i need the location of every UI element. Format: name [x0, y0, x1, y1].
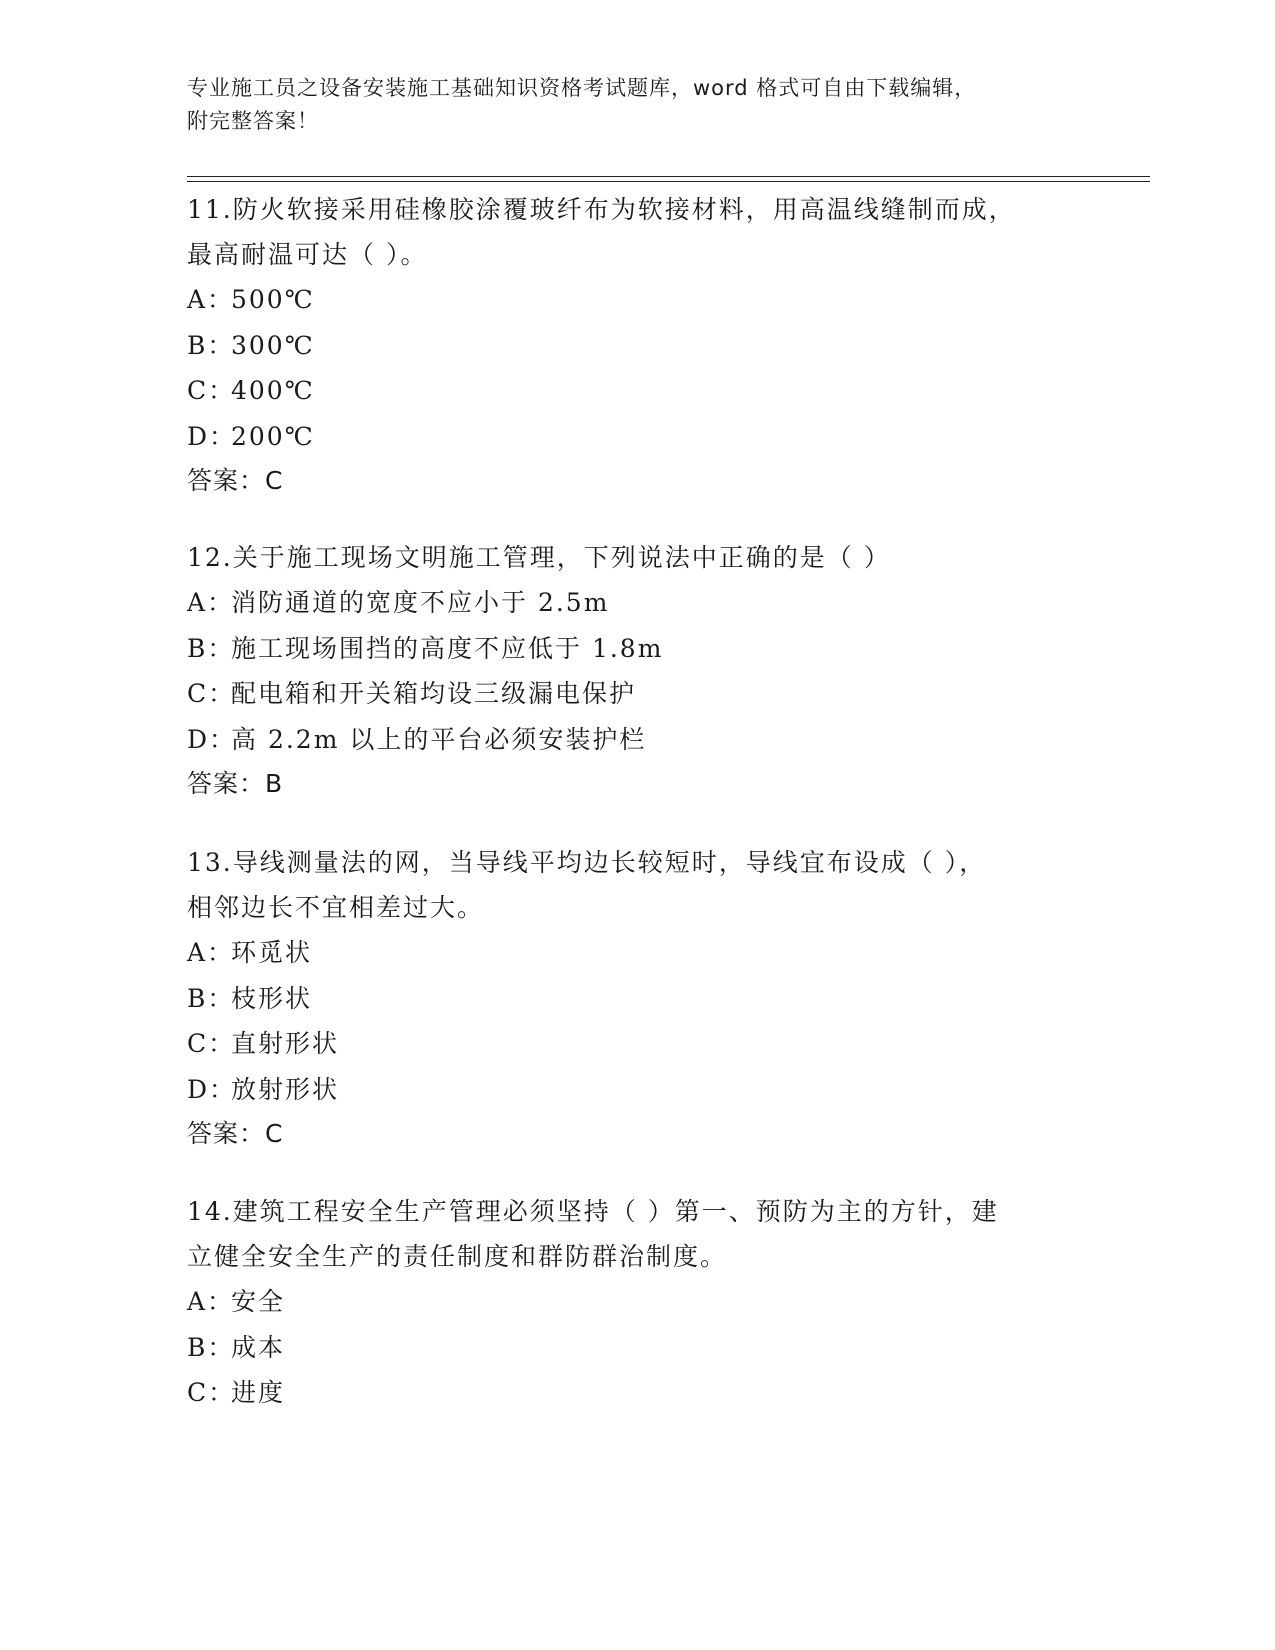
question-title-line: 最高耐温可达（ ）。: [187, 240, 428, 269]
option-d: [187, 414, 1087, 460]
option-letter: C：: [187, 1378, 236, 1407]
option-b: [187, 323, 1087, 369]
option-c: [187, 368, 1087, 414]
option-letter: A：: [187, 1287, 235, 1316]
option-text: 直射形状: [231, 1029, 340, 1058]
option-letter: D：: [187, 1074, 237, 1104]
document-header: [187, 72, 1087, 138]
option-b: [187, 1325, 1087, 1371]
header-line-2: 附完整答案！: [187, 109, 319, 133]
question-title-line: 立健全安全生产的责任制度和群防群治制度。: [187, 1242, 728, 1271]
option-text: 进度: [231, 1378, 286, 1407]
question-13: [187, 840, 1087, 1156]
option-letter: B：: [187, 983, 235, 1013]
option-letter: D：: [187, 724, 237, 754]
option-b: [187, 976, 1087, 1022]
option-text: 400℃: [231, 376, 315, 405]
option-a: [187, 277, 1087, 323]
option-text: 200℃: [231, 421, 315, 451]
header-divider: [187, 176, 1150, 182]
option-text: 成本: [231, 1332, 286, 1362]
option-text: 配电箱和开关箱均设三级漏电保护: [231, 679, 637, 708]
option-text: 高 2.2m 以上的平台必须安装护栏: [231, 724, 647, 754]
question-title-line: 12.关于施工现场文明施工管理，下列说法中正确的是（ ）: [187, 543, 891, 572]
option-text: 300℃: [231, 330, 315, 360]
option-letter: D：: [187, 421, 237, 451]
answer-line: 答案：C: [187, 1119, 284, 1148]
option-c: [187, 1021, 1087, 1067]
option-a: [187, 580, 1087, 626]
option-text: 施工现场围挡的高度不应低于 1.8m: [231, 633, 664, 663]
option-c: [187, 671, 1087, 717]
option-letter: B：: [187, 330, 235, 360]
header-line-1: 专业施工员之设备安装施工基础知识资格考试题库，word 格式可自由下载编辑，: [187, 76, 977, 100]
answer-line: 答案：B: [187, 769, 284, 798]
option-a: [187, 1279, 1087, 1325]
option-text: 放射形状: [231, 1074, 340, 1104]
option-text: 安全: [231, 1287, 286, 1316]
question-12: [187, 535, 1087, 806]
option-b: [187, 626, 1087, 672]
option-letter: B：: [187, 1332, 235, 1362]
question-14: [187, 1189, 1087, 1416]
option-letter: C：: [187, 376, 236, 405]
option-text: 消防通道的宽度不应小于 2.5m: [231, 588, 610, 617]
option-letter: B：: [187, 633, 235, 663]
option-c: [187, 1370, 1087, 1416]
option-text: 环觅状: [231, 938, 313, 967]
question-title-line: 11.防火软接采用硅橡胶涂覆玻纤布为软接材料，用高温线缝制而成，: [187, 195, 1016, 224]
question-title-line: 相邻边长不宜相差过大。: [187, 893, 485, 922]
option-d: [187, 1067, 1087, 1113]
option-letter: C：: [187, 679, 236, 708]
question-11: [187, 187, 1087, 503]
option-a: [187, 930, 1087, 976]
option-letter: A：: [187, 285, 235, 314]
question-title-line: 13.导线测量法的网，当导线平均边长较短时，导线宜布设成（ ），: [187, 848, 987, 877]
option-text: 枝形状: [231, 983, 313, 1013]
option-d: [187, 717, 1087, 763]
option-text: 500℃: [231, 285, 315, 314]
answer-line: 答案：C: [187, 466, 284, 495]
option-letter: A：: [187, 588, 235, 617]
question-title-line: 14.建筑工程安全生产管理必须坚持（ ）第一、预防为主的方针，建: [187, 1197, 999, 1226]
option-letter: C：: [187, 1029, 236, 1058]
option-letter: A：: [187, 938, 235, 967]
